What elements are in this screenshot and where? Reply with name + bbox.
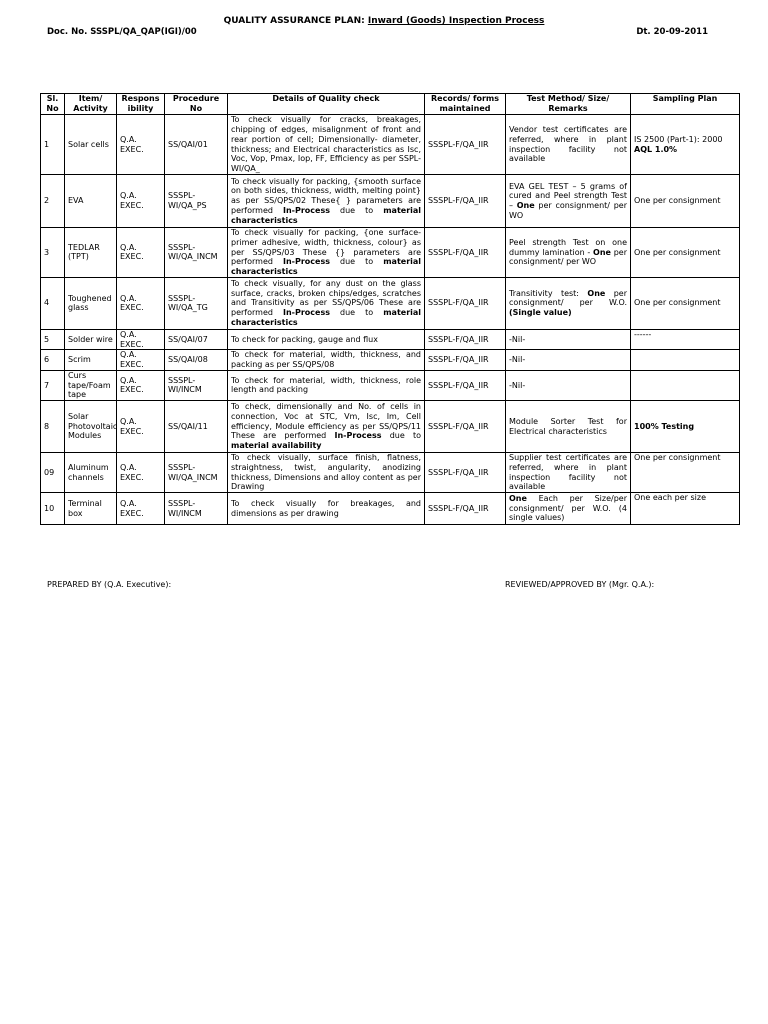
cell-sl: 2: [41, 175, 65, 228]
details-text: To check, dimensionally and No. of cells in connection, Voc at STC, Vm, Isc, Im, Cell efficiency, Module efficiency as per SS/QPS/11 These are performed: [231, 402, 421, 441]
details-emphasis: material characteristics: [231, 308, 422, 327]
cell-procedure: SS/QAI/01: [165, 115, 228, 175]
col-header-responsibility: Respons ibility: [117, 94, 165, 115]
cell-responsibility: Q.A. EXEC.: [117, 277, 165, 329]
cell-responsibility: Q.A. EXEC.: [117, 350, 165, 371]
cell-sampling: One per consignment: [631, 228, 740, 278]
table-row: [41, 401, 740, 453]
cell-sampling: One per consignment: [631, 175, 740, 228]
cell-item: Curs tape/Foam tape: [65, 370, 117, 400]
cell-item: TEDLAR (TPT): [65, 228, 117, 278]
cell-sampling: [631, 350, 740, 371]
details-text: To check visually for packing, {one surface-primer adhesive, width, thickness, colour} as per SS/QPS/03 These {} parameters are performed: [231, 228, 421, 267]
cell-procedure: SSSPL-WI/QA_PS: [165, 175, 228, 228]
cell-responsibility: Q.A. EXEC.: [117, 115, 165, 175]
table-row: [41, 329, 740, 350]
col-header-details: Details of Quality check: [228, 94, 425, 115]
cell-details: [228, 277, 425, 329]
cell-item: Scrim: [65, 350, 117, 371]
cell-test-method: Module Sorter Test for Electrical characteristics: [506, 401, 631, 453]
test-emphasis: One: [509, 493, 527, 503]
table-row: [41, 228, 740, 278]
cell-item: Solar cells: [65, 115, 117, 175]
cell-details: To check for packing, gauge and flux: [228, 329, 425, 350]
cell-details: To check for material, width, thickness, role length and packing: [228, 370, 425, 400]
cell-procedure: SS/QAI/11: [165, 401, 228, 453]
details-text: due to: [329, 205, 384, 215]
cell-details: To check visually for cracks, breakages, chipping of edges, misalignment of front and rear portion of cell; Dimensionally- diameter, thickness; and Electrical characteristics as Isc, Voc, Vop, Pmax, Iop, FF, Efficiency as per SSPL-WI/QA_: [228, 115, 425, 175]
details-emphasis: material availability: [231, 441, 322, 451]
cell-procedure: SSSPL-WI/INCM: [165, 493, 228, 525]
title-prefix: QUALITY ASSURANCE PLAN:: [223, 16, 368, 26]
table-header-row: [41, 94, 740, 115]
cell-test-method: [506, 175, 631, 228]
cell-sampling: One per consignment: [631, 453, 740, 493]
cell-records: SSSPL-F/QA_IIR: [425, 175, 506, 228]
cell-responsibility: Q.A. EXEC.: [117, 370, 165, 400]
table-row: [41, 370, 740, 400]
reviewed-by-label: REVIEWED/APPROVED BY (Mgr. Q.A.):: [505, 580, 655, 589]
cell-item: Toughened glass: [65, 277, 117, 329]
details-text: due to: [329, 308, 384, 318]
details-text: due to: [381, 431, 422, 441]
cell-records: SSSPL-F/QA_IIR: [425, 228, 506, 278]
col-header-test-method: Test Method/ Size/ Remarks: [506, 94, 631, 115]
table-row: [41, 350, 740, 371]
cell-test-method: -Nil-: [506, 350, 631, 371]
test-emphasis: One: [516, 201, 535, 210]
prepared-by-label: PREPARED BY (Q.A. Executive):: [47, 580, 172, 589]
test-emphasis: One: [587, 288, 606, 298]
document-title: [0, 16, 768, 26]
cell-details: [228, 175, 425, 228]
cell-sl: 8: [41, 401, 65, 453]
document-date: Dt. 20-09-2011: [636, 27, 708, 37]
test-text: Transitivity test:: [509, 288, 588, 298]
table-row: [41, 175, 740, 228]
title-subject: Inward (Goods) Inspection Process: [367, 16, 545, 26]
test-text: per consignment/ per W.O.: [509, 288, 627, 308]
table-row: [41, 277, 740, 329]
cell-responsibility: Q.A. EXEC.: [117, 175, 165, 228]
cell-sampling: [631, 401, 740, 453]
col-header-procedure: Procedure No: [165, 94, 228, 115]
cell-test-method: [506, 277, 631, 329]
cell-sl: 7: [41, 370, 65, 400]
cell-responsibility: Q.A. EXEC.: [117, 228, 165, 278]
table-row: [41, 493, 740, 525]
document-number: Doc. No. SSSPL/QA_QAP(IGI)/00: [47, 27, 197, 37]
table-row: [41, 115, 740, 175]
cell-responsibility: Q.A. EXEC.: [117, 493, 165, 525]
cell-item: Solder wire: [65, 329, 117, 350]
cell-test-method: Vendor test certificates are referred, where in plant inspection facility not available: [506, 115, 631, 175]
cell-procedure: SS/QAI/07: [165, 329, 228, 350]
table-row: [41, 453, 740, 493]
cell-test-method: Supplier test certificates are referred, where in plant inspection facility not available: [506, 453, 631, 493]
col-header-sampling: Sampling Plan: [631, 94, 740, 115]
test-text: Peel strength Test on one dummy lamination -: [509, 237, 627, 257]
cell-sampling: ------: [631, 329, 740, 350]
sampling-emphasis: 100% Testing: [634, 421, 695, 431]
cell-sl: 1: [41, 115, 65, 175]
cell-records: SSSPL-F/QA_IIR: [425, 350, 506, 371]
cell-details: To check visually, surface finish, flatness, straightness, twist, angularity, anodizing thickness, Dimensions and alloy content as per Drawing: [228, 453, 425, 493]
test-emphasis: (Single value): [509, 308, 572, 318]
test-text: Each per Size/per consignment/ per W.O. (4 single values): [509, 493, 627, 523]
test-text: EVA GEL TEST – 5 grams of cured and Peel strength Test –: [509, 181, 627, 210]
cell-item: Terminal box: [65, 493, 117, 525]
col-header-records: Records/ forms maintained: [425, 94, 506, 115]
cell-test-method: [506, 228, 631, 278]
cell-responsibility: Q.A. EXEC.: [117, 401, 165, 453]
cell-records: SSSPL-F/QA_IIR: [425, 277, 506, 329]
cell-records: SSSPL-F/QA_IIR: [425, 115, 506, 175]
cell-records: SSSPL-F/QA_IIR: [425, 329, 506, 350]
cell-procedure: SSSPL-WI/QA_TG: [165, 277, 228, 329]
cell-item: Solar Photovoltaic Modules: [65, 401, 117, 453]
cell-sampling: One per consignment: [631, 277, 740, 329]
cell-test-method: -Nil-: [506, 370, 631, 400]
details-emphasis: In-Process: [282, 308, 330, 318]
cell-records: SSSPL-F/QA_IIR: [425, 493, 506, 525]
cell-sampling: [631, 115, 740, 175]
cell-records: SSSPL-F/QA_IIR: [425, 453, 506, 493]
details-text: To check visually for packing, {smooth surface on both sides, thickness, width, melting point} as per SS/QPS/02 These{ } parameters are performed: [231, 176, 421, 215]
cell-procedure: SSSPL-WI/QA_INCM: [165, 453, 228, 493]
cell-responsibility: Q.A. EXEC.: [117, 329, 165, 350]
sampling-standard: IS 2500 (Part-1): 2000: [634, 134, 723, 144]
cell-details: [228, 228, 425, 278]
cell-sl: 4: [41, 277, 65, 329]
col-header-sl: Sl. No: [41, 94, 65, 115]
cell-sl: 6: [41, 350, 65, 371]
cell-sl: 5: [41, 329, 65, 350]
details-text: To check visually, for any dust on the glass surface, cracks, broken chips/edges, scratches and Transitivity as per SS/QPS/06 These are performed: [231, 278, 421, 318]
quality-plan-table: [40, 93, 740, 525]
cell-procedure: SSSPL-WI/INCM: [165, 370, 228, 400]
cell-sl: 09: [41, 453, 65, 493]
cell-sl: 10: [41, 493, 65, 525]
cell-test-method: [506, 493, 631, 525]
details-emphasis: In-Process: [282, 205, 330, 215]
test-text: per consignment/ per WO: [509, 247, 627, 267]
sampling-aql: AQL 1.0%: [634, 144, 678, 154]
test-text: per consignment/ per WO: [509, 201, 627, 220]
cell-procedure: SS/QAI/08: [165, 350, 228, 371]
cell-procedure: SSSPL-WI/QA_INCM: [165, 228, 228, 278]
cell-sl: 3: [41, 228, 65, 278]
cell-sampling: One each per size: [631, 493, 740, 525]
details-emphasis: material characteristics: [231, 257, 422, 276]
cell-records: SSSPL-F/QA_IIR: [425, 370, 506, 400]
cell-sampling: [631, 370, 740, 400]
details-text: due to: [329, 257, 384, 267]
test-emphasis: One: [593, 247, 611, 257]
details-emphasis: In-Process: [334, 431, 382, 441]
cell-test-method: -Nil-: [506, 329, 631, 350]
col-header-item: Item/ Activity: [65, 94, 117, 115]
cell-item: Aluminum channels: [65, 453, 117, 493]
cell-details: To check visually for breakages, and dimensions as per drawing: [228, 493, 425, 525]
cell-details: To check for material, width, thickness, and packing as per SS/QPS/08: [228, 350, 425, 371]
details-emphasis: material characteristics: [231, 205, 422, 225]
cell-item: EVA: [65, 175, 117, 228]
cell-records: SSSPL-F/QA_IIR: [425, 401, 506, 453]
details-emphasis: In-Process: [282, 257, 330, 267]
cell-details: [228, 401, 425, 453]
cell-responsibility: Q.A. EXEC.: [117, 453, 165, 493]
